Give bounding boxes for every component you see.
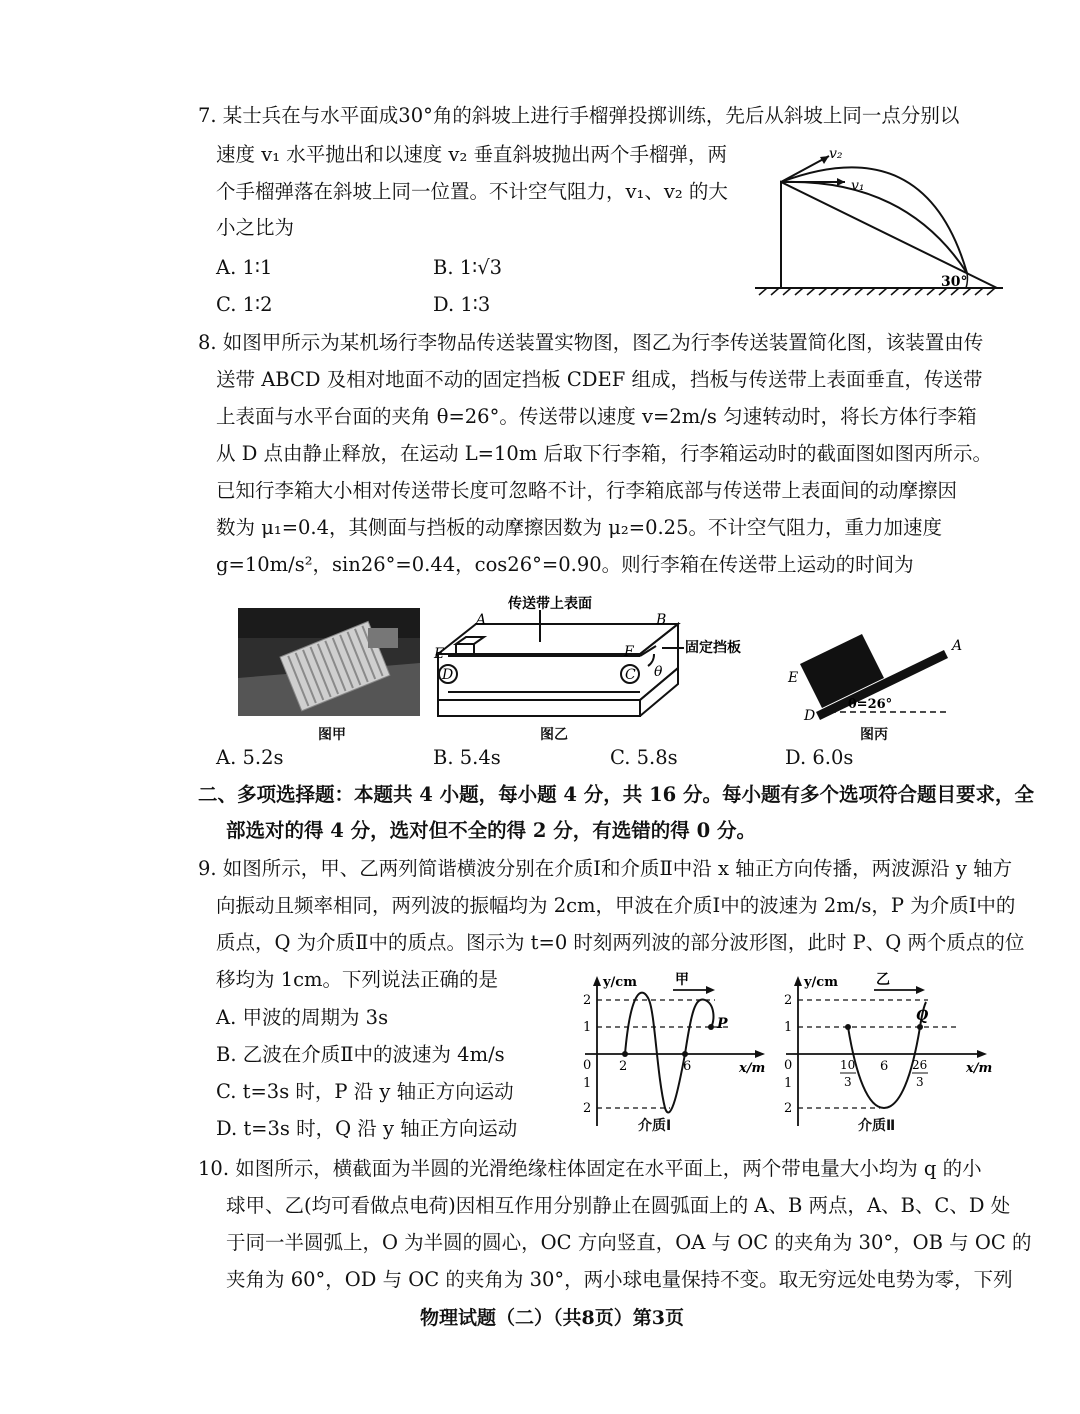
g1-xtick-6: 6: [683, 1059, 692, 1074]
q7-line-3: 个手榴弹落在斜坡上同一位置。不计空气阻力，v₁、v₂ 的大: [216, 180, 728, 203]
bing-label-e: E: [788, 670, 799, 686]
q8-line-6: 数为 μ₁=0.4，其侧面与挡板的动摩擦因数为 μ₂=0.25。不计空气阻力，重力加速度: [216, 516, 942, 539]
q9-line-1: 9. 如图所示，甲、乙两列简谐横波分别在介质Ⅰ和介质Ⅱ中沿 x 轴正方向传播，两波源沿 y 轴方: [198, 857, 1013, 880]
g2-xlabel: x/m: [966, 1061, 993, 1076]
q9-caption-medium-2: 介质Ⅱ: [858, 1118, 896, 1134]
g2-frac1-den: 3: [844, 1075, 852, 1089]
q7-line-2: 速度 v₁ 水平抛出和以速度 v₂ 垂直斜坡抛出两个手榴弹，两: [216, 143, 727, 166]
g1-point-p: P: [717, 1016, 728, 1032]
g1-ytick-neg2: 2: [583, 1101, 592, 1116]
page-footer: 物理试题（二）（共8页）第3页: [420, 1307, 684, 1329]
g1-wave-name: 甲: [675, 972, 689, 988]
q7-option-d: D. 1∶3: [433, 293, 491, 316]
bing-theta: θ=26°: [848, 697, 893, 712]
g2-ytick-1: 1: [784, 1020, 793, 1035]
g1-xlabel: x/m: [739, 1061, 766, 1076]
g1-xtick-2: 2: [619, 1059, 628, 1074]
q8-line-2: 送带 ABCD 及相对地面不动的固定挡板 CDEF 组成，挡板与传送带上表面垂直，传送带: [216, 368, 983, 391]
q9-option-a: A. 甲波的周期为 3s: [216, 1006, 389, 1029]
q9-option-b: B. 乙波在介质Ⅱ中的波速为 4m/s: [216, 1043, 505, 1066]
yi-label-c: C: [625, 667, 636, 683]
g2-frac2-den: 3: [916, 1075, 924, 1089]
g2-ytick-neg1: 1: [784, 1076, 793, 1091]
g1-ylabel: y/cm: [603, 975, 637, 990]
q7-line-4: 小之比为: [216, 216, 295, 239]
g1-ytick-1: 1: [583, 1020, 592, 1035]
yi-label-d: D: [442, 667, 454, 683]
yi-label-a: A: [476, 612, 487, 628]
yi-top-label: 传送带上表面: [508, 596, 592, 612]
q8-option-c: C. 5.8s: [610, 746, 678, 769]
q9-option-c: C. t=3s 时，P 沿 y 轴正方向运动: [216, 1080, 514, 1103]
q7-option-a: A. 1∶1: [216, 256, 273, 279]
g2-frac2-num: 26: [912, 1058, 928, 1072]
q8-conveyor-yi: [428, 594, 758, 720]
q8-section-bing: [784, 626, 984, 722]
q7-line-1: 7. 某士兵在与水平面成30°角的斜坡上进行手榴弹投掷训练，先后从斜坡上同一点分别以: [198, 104, 960, 127]
slope-angle-label: 30°: [941, 274, 968, 290]
q9-line-2: 向振动且频率相同，两列波的振幅均为 2cm，甲波在介质Ⅰ中的波速为 2m/s，P 为介质Ⅰ中的: [216, 894, 1016, 917]
q9-line-4: 移均为 1cm。下列说法正确的是: [216, 968, 499, 991]
q8-line-4: 从 D 点由静止释放，在运动 L=10m 后取下行李箱，行李箱运动时的截面图如图丙所示。: [216, 442, 993, 465]
yi-label-theta: θ: [654, 664, 663, 680]
q9-option-d: D. t=3s 时，Q 沿 y 轴正方向运动: [216, 1117, 518, 1140]
yi-label-e: E: [434, 646, 445, 662]
q8-line-5: 已知行李箱大小相对传送带长度可忽略不计，行李箱底部与传送带上表面间的动摩擦因: [216, 479, 958, 502]
q8-caption-bing: 图丙: [860, 727, 888, 743]
g1-ytick-neg1: 1: [583, 1076, 592, 1091]
q9-line-3: 质点，Q 为介质Ⅱ中的质点。图示为 t=0 时刻两列波的部分波形图，此时 P、Q 两个质点的位: [216, 931, 1025, 954]
g2-ytick-0: 0: [784, 1058, 793, 1073]
yi-baffle-label: 固定挡板: [685, 640, 741, 656]
q10-line-1: 10. 如图所示，横截面为半圆的光滑绝缘柱体固定在水平面上，两个带电量大小均为 q 的小: [198, 1157, 982, 1180]
q7-option-b: B. 1∶√3: [433, 256, 503, 279]
bing-label-a: A: [952, 638, 963, 654]
q9-caption-medium-1: 介质Ⅰ: [638, 1118, 672, 1134]
g1-ytick-0: 0: [583, 1058, 592, 1073]
g1-ytick-2: 2: [583, 993, 592, 1008]
q8-line-1: 8. 如图甲所示为某机场行李物品传送装置实物图，图乙为行李传送装置简化图，该装置由传: [198, 331, 984, 354]
q8-option-a: A. 5.2s: [216, 746, 284, 769]
q7-slope-figure: [745, 138, 1010, 303]
q10-line-3: 于同一半圆弧上，O 为半圆的圆心，OC 方向竖直，OA 与 OC 的夹角为 30°，OB 与 OC 的: [226, 1231, 1032, 1254]
g2-xtick-6: 6: [880, 1059, 889, 1074]
q9-wave-graph-2: [780, 966, 1000, 1138]
g2-wave-name: 乙: [876, 972, 890, 988]
q8-caption-jia: 图甲: [318, 727, 346, 743]
q8-option-b: B. 5.4s: [433, 746, 501, 769]
section2-line-2: 部选对的得 4 分，选对但不全的得 2 分，有选错的得 0 分。: [226, 819, 756, 842]
q10-line-4: 夹角为 60°，OD 与 OC 的夹角为 30°，两小球电量保持不变。取无穷远处电势为零，下列: [226, 1268, 1013, 1291]
v1-label: v₁: [851, 178, 865, 194]
yi-label-f: F: [624, 644, 634, 660]
g2-ytick-2: 2: [784, 993, 793, 1008]
g2-point-q: Q: [916, 1008, 929, 1024]
q8-option-d: D. 6.0s: [785, 746, 854, 769]
yi-label-b: B: [656, 612, 667, 628]
q8-line-7: g=10m/s²，sin26°=0.44，cos26°=0.90。则行李箱在传送带上运动的时间为: [216, 553, 914, 576]
v2-label: v₂: [829, 146, 843, 162]
q10-line-2: 球甲、乙(均可看做点电荷)因相互作用分别静止在圆弧面上的 A、B 两点，A、B、C、D 处: [226, 1194, 1011, 1217]
q8-photo-jia: [238, 608, 420, 716]
section2-line-1: 二、多项选择题：本题共 4 小题，每小题 4 分，共 16 分。每小题有多个选项符合题目要求，全: [198, 783, 1035, 806]
bing-label-d: D: [804, 708, 816, 722]
q8-caption-yi: 图乙: [540, 727, 568, 743]
g2-frac1-num: 10: [840, 1058, 856, 1072]
g2-ytick-neg2: 2: [784, 1101, 793, 1116]
q8-line-3: 上表面与水平台面的夹角 θ=26°。传送带以速度 v=2m/s 匀速转动时，将长方体行李箱: [216, 405, 977, 428]
g2-ylabel: y/cm: [804, 975, 838, 990]
q9-wave-graph-1: [575, 966, 770, 1138]
q7-option-c: C. 1∶2: [216, 293, 273, 316]
